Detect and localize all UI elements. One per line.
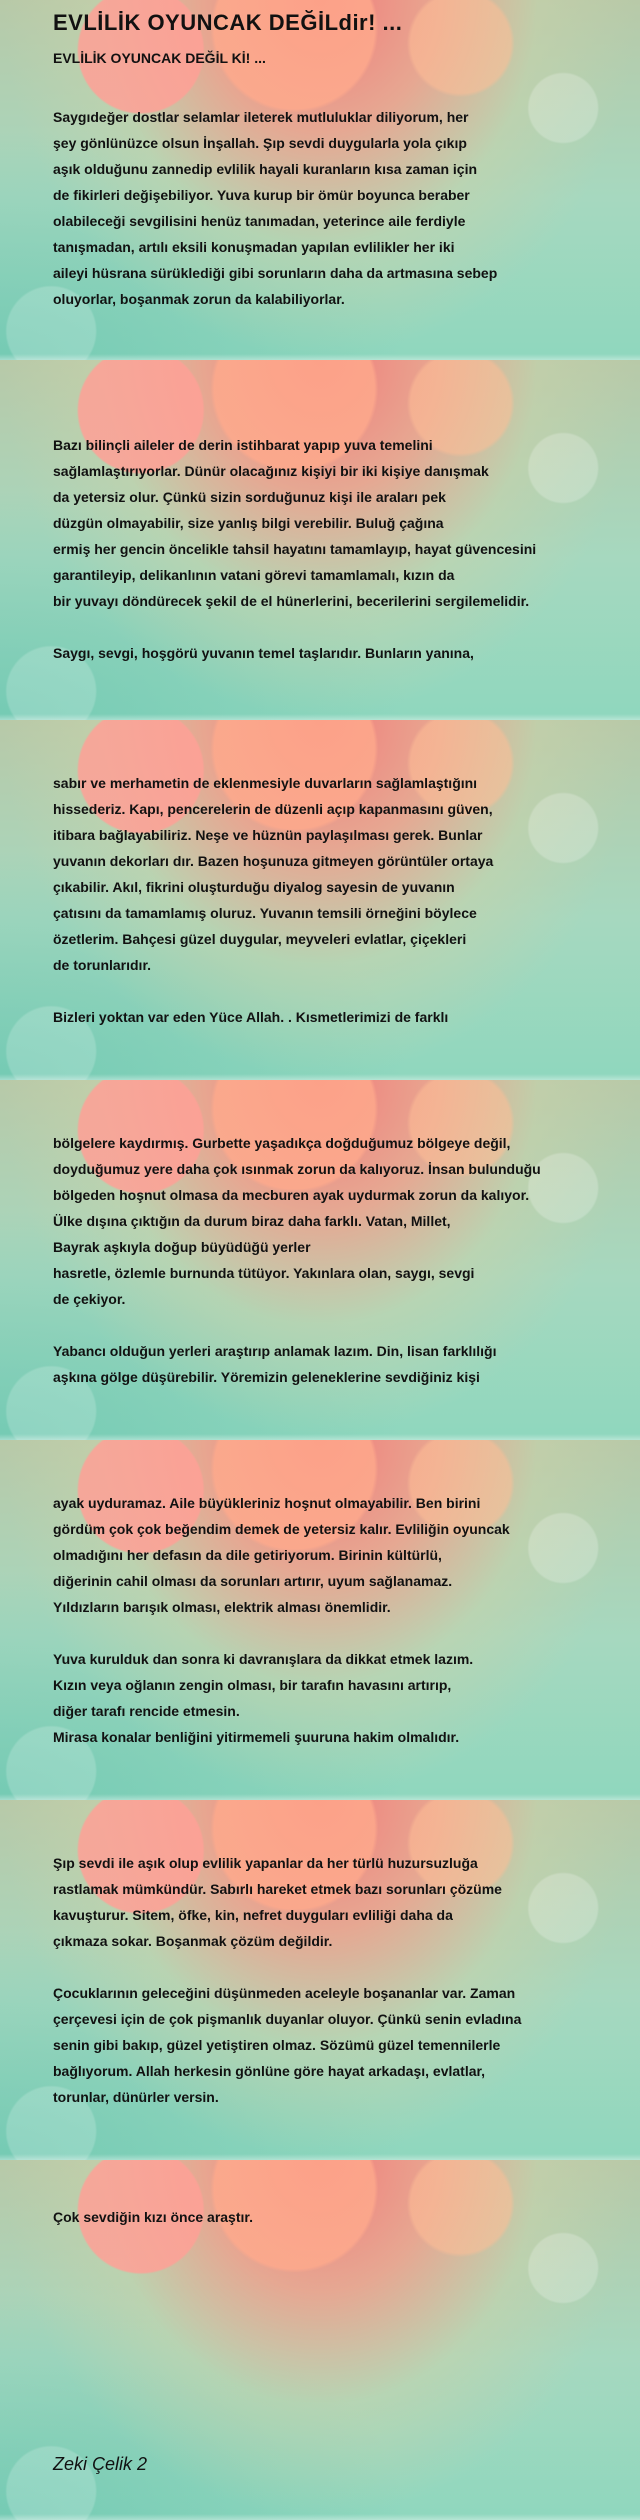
text-line: sağlamlaştırıyorlar. Dünür olacağınız kişiyi bir iki kişiye danışmak (53, 463, 489, 479)
panel-3-text (53, 770, 610, 1030)
page-subtitle: EVLİLİK OYUNCAK DEĞİL Kİ! ... (53, 50, 266, 66)
paragraph-gap (53, 614, 610, 640)
text-panel-1 (0, 0, 640, 360)
text-line: yuvanın dekorları dır. Bazen hoşunuza gitmeyen görüntüler ortaya (53, 853, 494, 869)
text-line: Çok sevdiğin kızı önce araştır. (53, 2209, 253, 2225)
text-line: bir yuvayı döndürecek şekil de el hünerlerini, becerilerini sergilemelidir. (53, 593, 530, 609)
text-line: sabır ve merhametin de eklenmesiyle duvarların sağlamlaştığını (53, 775, 478, 791)
text-line: Bizleri yoktan var eden Yüce Allah. . Kısmetlerimizi de farklı (53, 1009, 449, 1025)
text-line: da yetersiz olur. Çünkü sizin sorduğunuz kişi ile araları pek (53, 489, 446, 505)
panel-1-text (53, 104, 610, 312)
text-line: özetlerim. Bahçesi güzel duygular, meyveleri evlatlar, çiçekleri (53, 931, 467, 947)
text-line: hasretle, özlemle burnunda tütüyor. Yakınlara olan, saygı, sevgi (53, 1265, 475, 1281)
text-line: Saygıdeğer dostlar selamlar ileterek mutluluklar diliyorum, her (53, 109, 469, 125)
text-line: bölgelere kaydırmış. Gurbette yaşadıkça doğduğumuz bölgeye değil, (53, 1135, 511, 1151)
text-line: çerçevesi için de çok pişmanlık duyanlar oluyor. Çünkü senin evladına (53, 2011, 522, 2027)
text-line: şey gönlünüzce olsun İnşallah. Şıp sevdi duygularla yola çıkıp (53, 135, 467, 151)
text-line: de torunlarıdır. (53, 957, 152, 973)
text-panel-3 (0, 720, 640, 1080)
text-line: olmadığını her defasın da dile getiriyorum. Birinin kültürlü, (53, 1547, 442, 1563)
text-panel-2 (0, 360, 640, 720)
text-line: Yuva kurulduk dan sonra ki davranışlara da dikkat etmek lazım. (53, 1651, 474, 1667)
paragraph-gap (53, 1312, 610, 1338)
text-line: tanışmadan, artılı eksili konuşmadan yapılan evlilikler her iki (53, 239, 455, 255)
text-line: Yabancı olduğun yerleri araştırıp anlamak lazım. Din, lisan farklılığı (53, 1343, 497, 1359)
panel-4-text (53, 1130, 610, 1390)
panel-2-text (53, 432, 610, 666)
panel-5-text (53, 1490, 610, 1750)
text-line: itibara bağlayabiliriz. Neşe ve hüznün paylaşılması gerek. Bunlar (53, 827, 483, 843)
text-line: kavuşturur. Sitem, öfke, kin, nefret duyguları evliliği daha da (53, 1907, 453, 1923)
text-line: hissederiz. Kapı, pencerelerin de düzenli açıp kapanmasını güven, (53, 801, 493, 817)
text-line: de fikirleri değişebiliyor. Yuva kurup bir ömür boyunca beraber (53, 187, 470, 203)
text-line: Bazı bilinçli aileler de derin istihbarat yapıp yuva temelini (53, 437, 433, 453)
text-line: çatısını da tamamlamış oluruz. Yuvanın temsili örneğini böylece (53, 905, 477, 921)
text-line: Ülke dışına çıktığın da durum biraz daha farklı. Vatan, Millet, (53, 1213, 451, 1229)
text-line: aşkına gölge düşürebilir. Yöremizin geleneklerine sevdiğiniz kişi (53, 1369, 480, 1385)
text-line: Yıldızların barışık olması, elektrik alması önemlidir. (53, 1599, 391, 1615)
text-line: çıkmaza sokar. Boşanmak çözüm değildir. (53, 1933, 333, 1949)
text-line: Şıp sevdi ile aşık olup evlilik yapanlar da her türlü huzursuzluğa (53, 1855, 478, 1871)
text-line: oluyorlar, boşanmak zorun da kalabiliyorlar. (53, 291, 345, 307)
text-panel-4 (0, 1080, 640, 1440)
paragraph-gap (53, 978, 610, 1004)
text-panel-5 (0, 1440, 640, 1800)
text-panel-7 (0, 2160, 640, 2520)
text-line: aileyi hüsrana sürüklediği gibi sorunların daha da artmasına sebep (53, 265, 498, 281)
text-line: diğerinin cahil olması da sorunları artırır, uyum sağlanamaz. (53, 1573, 453, 1589)
text-line: bağlıyorum. Allah herkesin gönlüne göre hayat arkadaşı, evlatlar, (53, 2063, 486, 2079)
paragraph-gap (53, 1954, 610, 1980)
text-line: ayak uyduramaz. Aile büyükleriniz hoşnut olmayabilir. Ben birini (53, 1495, 481, 1511)
text-line: gördüm çok çok beğendim demek de yetersiz kalır. Evliliğin oyuncak (53, 1521, 510, 1537)
panel-6-text (53, 1850, 610, 2110)
text-line: rastlamak mümkündür. Sabırlı hareket etmek bazı sorunları çözüme (53, 1881, 502, 1897)
text-line: torunlar, dünürler versin. (53, 2089, 219, 2105)
text-line: aşık olduğunu zannedip evlilik hayali kuranların kısa zaman için (53, 161, 478, 177)
text-line: garantileyip, delikanlının vatani görevi tamamlamalı, kızın da (53, 567, 455, 583)
text-line: senin gibi bakıp, güzel yetiştiren olmaz. Sözümü güzel temennilerle (53, 2037, 501, 2053)
panel-7-text (53, 2204, 610, 2230)
text-line: bölgeden hoşnut olmasa da mecburen ayak uydurmak zorun da kalıyor. (53, 1187, 530, 1203)
text-line: Mirasa konalar benliğini yitirmemeli şuuruna hakim olmalıdır. (53, 1729, 460, 1745)
text-line: olabileceği sevgilisini henüz tanımadan, yeterince aile ferdiyle (53, 213, 466, 229)
text-line: çıkabilir. Akıl, fikrini oluşturduğu diyalog sayesin de yuvanın (53, 879, 455, 895)
text-panel-6 (0, 1800, 640, 2160)
paragraph-gap (53, 1620, 610, 1646)
text-line: de çekiyor. (53, 1291, 126, 1307)
text-line: Saygı, sevgi, hoşgörü yuvanın temel taşlarıdır. Bunların yanına, (53, 645, 474, 661)
text-line: düzgün olmayabilir, size yanlış bilgi verebilir. Buluğ çağına (53, 515, 444, 531)
author-signature: Zeki Çelik 2 (53, 2454, 148, 2474)
text-line: Kızın veya oğlanın zengin olması, bir tarafın havasını artırıp, (53, 1677, 452, 1693)
text-line: ermiş her gencin öncelikle tahsil hayatını tamamlayıp, hayat güvencesini (53, 541, 537, 557)
text-line: Bayrak aşkıyla doğup büyüdüğü yerler (53, 1239, 311, 1255)
text-line: doyduğumuz yere daha çok ısınmak zorun da kalıyoruz. İnsan bulunduğu (53, 1161, 541, 1177)
page-title: EVLİLİK OYUNCAK DEĞİLdir! ... (53, 10, 403, 35)
text-line: diğer tarafı rencide etmesin. (53, 1703, 240, 1719)
text-line: Çocuklarının geleceğini düşünmeden aceleyle boşananlar var. Zaman (53, 1985, 516, 2001)
